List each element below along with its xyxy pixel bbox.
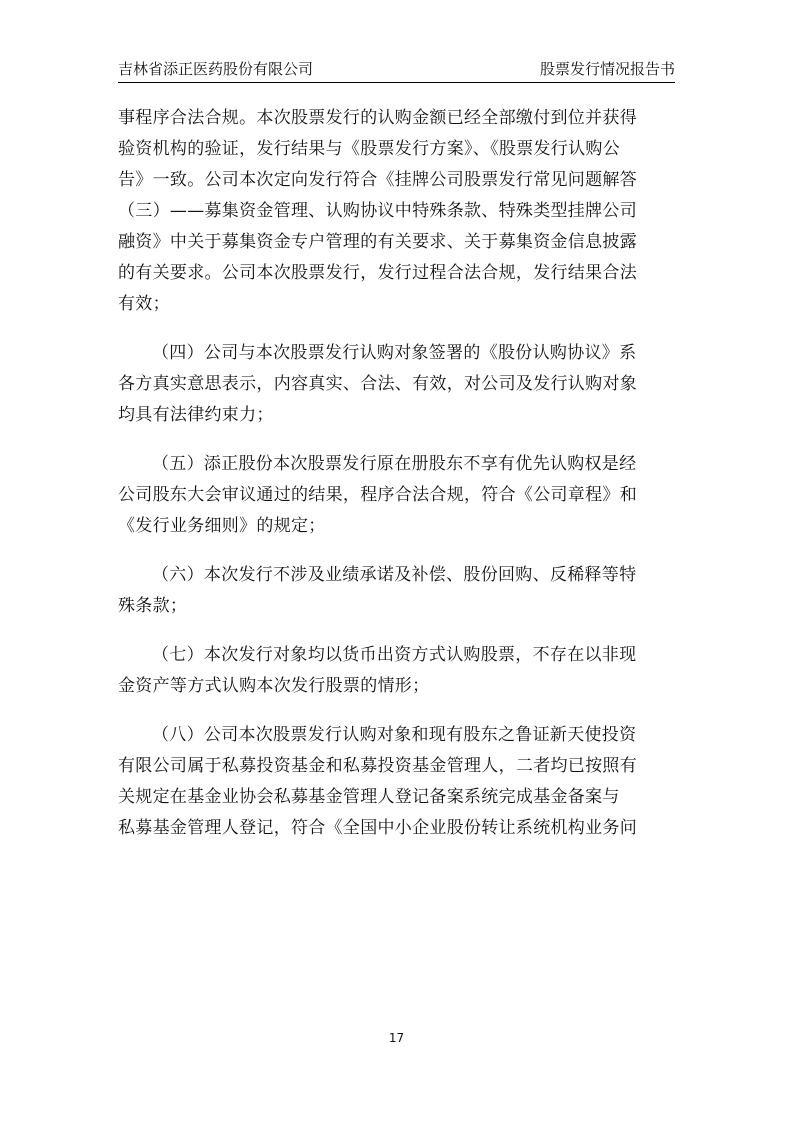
text-line: 告》一致。公司本次定向发行符合《挂牌公司股票发行常见问题解答 (118, 170, 637, 190)
text-line: （三）——募集资金管理、认购协议中特殊条款、特殊类型挂牌公司 (118, 201, 637, 221)
header-document-title: 股票发行情况报告书 (539, 60, 675, 78)
paragraph-start-line: （四）公司与本次股票发行认购对象签署的《股份认购协议》系 (152, 343, 637, 363)
text-line: 金资产等方式认购本次发行股票的情形； (118, 676, 430, 696)
paragraph-start-line: （七）本次发行对象均以货币出资方式认购股票，不存在以非现 (152, 645, 637, 665)
text-line: 关规定在基金业协会私募基金管理人登记备案系统完成基金备案与 (118, 787, 620, 807)
text-line: 有限公司属于私募投资基金和私募投资基金管理人，二者均已按照有 (118, 756, 637, 776)
body-text (118, 103, 678, 844)
text-line: 公司股东大会审议通过的结果，程序合法合规，符合《公司章程》和 (118, 485, 637, 505)
text-line: 验资机构的验证，发行结果与《股票发行方案》、《股票发行认购公 (118, 139, 620, 159)
header-company-name: 吉林省添正医药股份有限公司 (118, 60, 314, 78)
paragraph-start-line: （八）公司本次股票发行认购对象和现有股东之鲁证新天使投资 (152, 725, 637, 745)
text-line: 的有关要求。公司本次股票发行，发行过程合法合规，发行结果合法 (118, 263, 637, 283)
text-line: 融资》中关于募集资金专户管理的有关要求、关于募集资金信息披露 (118, 232, 637, 252)
text-line: 《发行业务细则》的规定； (118, 516, 326, 536)
text-line: 殊条款； (118, 596, 188, 616)
text-line: 事程序合法合规。本次股票发行的认购金额已经全部缴付到位并获得 (118, 108, 637, 128)
text-line: 均具有法律约束力； (118, 405, 274, 425)
page-header (118, 56, 675, 83)
paragraph-start-line: （六）本次发行不涉及业绩承诺及补偿、股份回购、反稀释等特 (152, 565, 637, 585)
text-line: 各方真实意思表示，内容真实、合法、有效，对公司及发行认购对象 (118, 374, 637, 394)
paragraph-start-line: （五）添正股份本次股票发行原在册股东不享有优先认购权是经 (152, 454, 637, 474)
text-line: 有效； (118, 294, 170, 314)
text-line: 私募基金管理人登记，符合《全国中小企业股份转让系统机构业务问 (118, 818, 637, 838)
page-number: 17 (388, 1031, 405, 1045)
